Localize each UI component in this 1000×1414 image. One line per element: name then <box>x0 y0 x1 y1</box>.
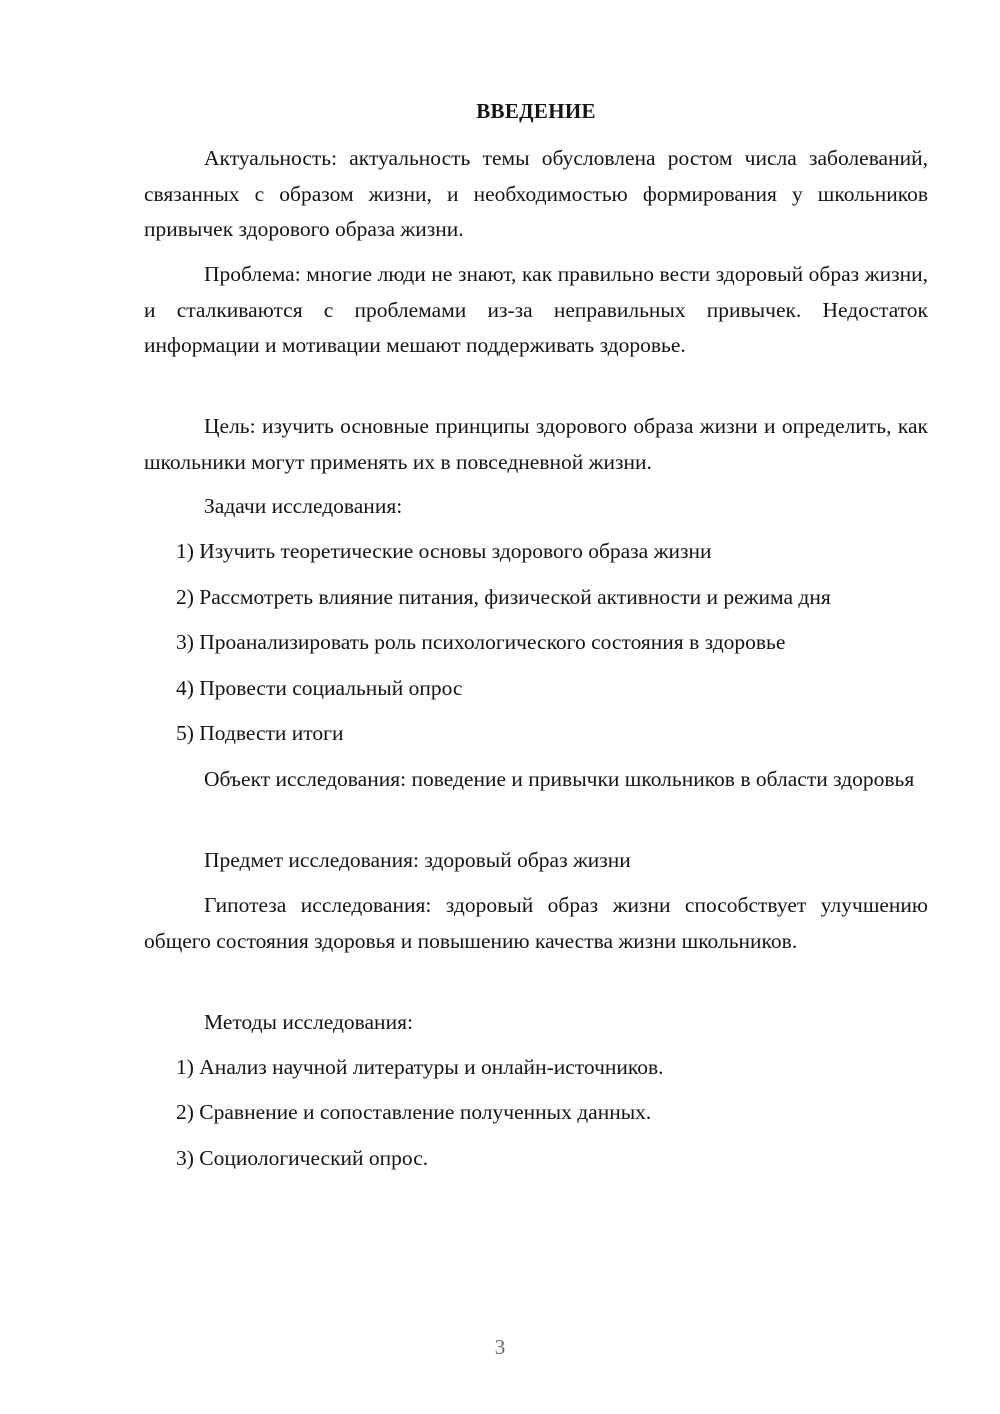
goal-paragraph: Цель: изучить основные принципы здорового образа жизни и определить, как школьники могут применять их в повседневной жизни. <box>144 414 928 474</box>
list-item: 1) Анализ научной литературы и онлайн-источников. <box>176 1055 664 1079</box>
tasks-heading: Задачи исследования: <box>204 494 403 518</box>
list-item: 4) Провести социальный опрос <box>176 676 463 700</box>
list-item: 2) Сравнение и сопоставление полученных данных. <box>176 1100 652 1124</box>
methods-heading: Методы исследования: <box>204 1010 413 1034</box>
page-number: 3 <box>494 1335 506 1359</box>
list-item: 5) Подвести итоги <box>176 721 344 745</box>
list-item: 3) Социологический опрос. <box>176 1146 429 1170</box>
list-item: 3) Проанализировать роль психологического состояния в здоровье <box>176 630 786 654</box>
list-item: 1) Изучить теоретические основы здорового образа жизни <box>176 539 712 563</box>
problem-paragraph: Проблема: многие люди не знают, как правильно вести здоровый образ жизни, и сталкиваются с проблемами из-за неправильных привычек. Недостаток информации и мотивации мешают поддерживать здоровье. <box>144 262 928 357</box>
hypothesis-paragraph: Гипотеза исследования: здоровый образ жизни способствует улучшению общего состояния здоровья и повышению качества жизни школьников. <box>144 893 928 953</box>
list-item: 2) Рассмотреть влияние питания, физической активности и режима дня <box>176 585 831 609</box>
page-title: ВВЕДЕНИЕ <box>476 99 596 123</box>
subject-paragraph: Предмет исследования: здоровый образ жизни <box>204 848 631 872</box>
object-paragraph: Объект исследования: поведение и привычки школьников в области здоровья <box>204 767 915 791</box>
relevance-paragraph: Актуальность: актуальность темы обусловлена ростом числа заболеваний, связанных с образом жизни, и необходимостью формирования у школьников привычек здорового образа жизни. <box>144 146 928 241</box>
document-page <box>144 0 928 1414</box>
